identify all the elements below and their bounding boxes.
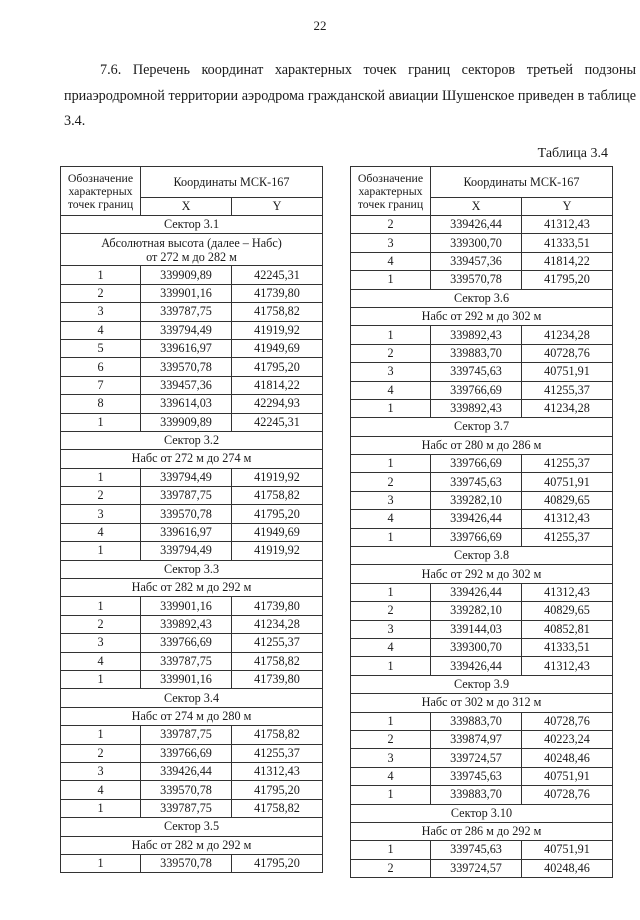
section-row (61, 836, 323, 854)
y-coordinate-cell: 40248,46 (522, 749, 613, 767)
y-coordinate-cell: 41919,92 (232, 542, 323, 560)
point-number-cell: 1 (61, 854, 141, 872)
section-row (61, 579, 323, 597)
point-number-cell: 2 (61, 615, 141, 633)
x-coordinate-cell: 339766,69 (431, 455, 522, 473)
x-coordinate-cell: 339901,16 (141, 670, 232, 688)
point-number-cell: 2 (351, 216, 431, 234)
point-number-cell: 1 (61, 266, 141, 284)
point-number-cell: 1 (351, 583, 431, 601)
table-row (351, 786, 613, 804)
x-coordinate-cell: 339457,36 (141, 376, 232, 394)
table-body-left (61, 216, 323, 873)
altitude-range-cell: Набс от 302 м до 312 м (351, 694, 613, 712)
table-row (351, 326, 613, 344)
y-coordinate-cell: 41255,37 (232, 744, 323, 762)
y-coordinate-cell: 41795,20 (232, 854, 323, 872)
x-coordinate-cell: 339883,70 (431, 786, 522, 804)
y-coordinate-cell: 41795,20 (232, 505, 323, 523)
table-row (61, 505, 323, 523)
table-row (61, 726, 323, 744)
x-coordinate-cell: 339874,97 (431, 730, 522, 748)
altitude-range-cell: Набс от 274 м до 280 м (61, 707, 323, 725)
x-coordinate-cell: 339282,10 (431, 602, 522, 620)
x-coordinate-cell: 339426,44 (431, 216, 522, 234)
y-coordinate-cell: 40829,65 (522, 491, 613, 509)
y-coordinate-cell: 41795,20 (232, 781, 323, 799)
point-number-cell: 2 (351, 344, 431, 362)
point-number-cell: 3 (61, 634, 141, 652)
point-number-cell: 2 (61, 744, 141, 762)
point-number-cell: 4 (61, 523, 141, 541)
header-coordinates: Координаты МСК-167 (431, 167, 613, 198)
header-y: Y (522, 198, 613, 216)
section-row (351, 694, 613, 712)
table-row (351, 712, 613, 730)
table-row (351, 399, 613, 417)
table-row (351, 455, 613, 473)
x-coordinate-cell: 339883,70 (431, 344, 522, 362)
point-number-cell: 2 (351, 859, 431, 877)
altitude-range: от 272 м до 282 м (146, 249, 237, 264)
point-number-cell: 1 (61, 597, 141, 615)
y-coordinate-cell: 41919,92 (232, 468, 323, 486)
point-number-cell: 1 (61, 670, 141, 688)
table-row (61, 762, 323, 780)
sector-title-cell: Сектор 3.3 (61, 560, 323, 578)
table-row (351, 841, 613, 859)
sector-title-cell: Сектор 3.5 (61, 818, 323, 836)
section-row (351, 565, 613, 583)
y-coordinate-cell: 40223,24 (522, 730, 613, 748)
page-number: 22 (313, 18, 327, 33)
header-coordinates: Координаты МСК-167 (141, 167, 323, 198)
section-row (351, 822, 613, 840)
x-coordinate-cell: 339300,70 (431, 638, 522, 656)
y-coordinate-cell: 41739,80 (232, 597, 323, 615)
x-coordinate-cell: 339901,16 (141, 597, 232, 615)
section-row (351, 418, 613, 436)
altitude-range-cell: Набс от 282 м до 292 м (61, 836, 323, 854)
y-coordinate-cell: 41758,82 (232, 487, 323, 505)
point-number-cell: 4 (61, 652, 141, 670)
x-coordinate-cell: 339144,03 (431, 620, 522, 638)
table-row (351, 657, 613, 675)
sector-title-cell: Сектор 3.10 (351, 804, 613, 822)
table-row (61, 303, 323, 321)
x-coordinate-cell: 339892,43 (141, 615, 232, 633)
y-coordinate-cell: 41255,37 (522, 455, 613, 473)
table-row (61, 597, 323, 615)
x-coordinate-cell: 339892,43 (431, 399, 522, 417)
x-coordinate-cell: 339616,97 (141, 339, 232, 357)
point-number-cell: 5 (61, 339, 141, 357)
x-coordinate-cell: 339724,57 (431, 859, 522, 877)
section-row (351, 289, 613, 307)
altitude-label: Абсолютная высота (далее – Набс) (101, 235, 282, 250)
x-coordinate-cell: 339909,89 (141, 413, 232, 431)
table-row (351, 381, 613, 399)
table-row (351, 363, 613, 381)
table-row (61, 487, 323, 505)
x-coordinate-cell: 339794,49 (141, 468, 232, 486)
y-coordinate-cell: 41814,22 (232, 376, 323, 394)
y-coordinate-cell: 41949,69 (232, 523, 323, 541)
y-coordinate-cell: 42245,31 (232, 266, 323, 284)
x-coordinate-cell: 339794,49 (141, 542, 232, 560)
section-row (351, 436, 613, 454)
table-row (351, 271, 613, 289)
x-coordinate-cell: 339570,78 (141, 781, 232, 799)
x-coordinate-cell: 339787,75 (141, 799, 232, 817)
section-row (61, 234, 323, 266)
x-coordinate-cell: 339766,69 (431, 528, 522, 546)
table-row (351, 638, 613, 656)
point-number-cell: 4 (351, 510, 431, 528)
table-row (61, 634, 323, 652)
y-coordinate-cell: 41333,51 (522, 234, 613, 252)
x-coordinate-cell: 339787,75 (141, 487, 232, 505)
x-coordinate-cell: 339570,78 (141, 358, 232, 376)
y-coordinate-cell: 41739,80 (232, 670, 323, 688)
header-y: Y (232, 198, 323, 216)
y-coordinate-cell: 41795,20 (232, 358, 323, 376)
header-x: X (431, 198, 522, 216)
altitude-range-cell: Набс от 292 м до 302 м (351, 565, 613, 583)
y-coordinate-cell: 41795,20 (522, 271, 613, 289)
point-number-cell: 1 (351, 841, 431, 859)
y-coordinate-cell: 41312,43 (522, 216, 613, 234)
altitude-range-cell: Набс от 286 м до 292 м (351, 822, 613, 840)
header-point-label: Обозначение характерных точек границ (351, 167, 431, 216)
point-number-cell: 3 (351, 749, 431, 767)
y-coordinate-cell: 41333,51 (522, 638, 613, 656)
coordinates-table-right (350, 166, 613, 878)
y-coordinate-cell: 40852,81 (522, 620, 613, 638)
section-row (61, 689, 323, 707)
point-number-cell: 4 (351, 638, 431, 656)
point-number-cell: 1 (351, 657, 431, 675)
point-number-cell: 1 (61, 799, 141, 817)
y-coordinate-cell: 42294,93 (232, 395, 323, 413)
sector-title-cell: Сектор 3.9 (351, 675, 613, 693)
y-coordinate-cell: 41234,28 (522, 399, 613, 417)
altitude-range-cell: Набс от 282 м до 292 м (61, 579, 323, 597)
x-coordinate-cell: 339901,16 (141, 284, 232, 302)
section-row (61, 431, 323, 449)
altitude-range-cell (61, 234, 323, 266)
altitude-range-cell: Набс от 272 м до 274 м (61, 450, 323, 468)
y-coordinate-cell: 41234,28 (522, 326, 613, 344)
point-number-cell: 1 (351, 528, 431, 546)
point-number-cell: 3 (61, 762, 141, 780)
table-row (61, 284, 323, 302)
section-row (351, 675, 613, 693)
table-caption: Таблица 3.4 (537, 146, 608, 161)
point-number-cell: 3 (351, 234, 431, 252)
table-row (61, 670, 323, 688)
x-coordinate-cell: 339766,69 (431, 381, 522, 399)
point-number-cell: 2 (351, 602, 431, 620)
x-coordinate-cell: 339745,63 (431, 473, 522, 491)
x-coordinate-cell: 339457,36 (431, 252, 522, 270)
table-row (351, 749, 613, 767)
altitude-range-cell: Набс от 280 м до 286 м (351, 436, 613, 454)
point-number-cell: 1 (351, 326, 431, 344)
point-number-cell: 1 (61, 413, 141, 431)
table-row (351, 473, 613, 491)
point-number-cell: 3 (61, 303, 141, 321)
y-coordinate-cell: 41312,43 (522, 510, 613, 528)
section-row (61, 450, 323, 468)
x-coordinate-cell: 339787,75 (141, 726, 232, 744)
point-number-cell: 1 (351, 786, 431, 804)
table-row (61, 542, 323, 560)
y-coordinate-cell: 40728,76 (522, 344, 613, 362)
table-row (351, 859, 613, 877)
point-number-cell: 8 (61, 395, 141, 413)
point-number-cell: 1 (351, 455, 431, 473)
sector-title-cell: Сектор 3.7 (351, 418, 613, 436)
x-coordinate-cell: 339426,44 (431, 657, 522, 675)
header-point-label: Обозначение характерных точек границ (61, 167, 141, 216)
table-row (61, 781, 323, 799)
x-coordinate-cell: 339614,03 (141, 395, 232, 413)
section-row (61, 560, 323, 578)
section-row (61, 818, 323, 836)
x-coordinate-cell: 339426,44 (431, 583, 522, 601)
y-coordinate-cell: 40728,76 (522, 712, 613, 730)
y-coordinate-cell: 41758,82 (232, 799, 323, 817)
table-row (61, 615, 323, 633)
x-coordinate-cell: 339724,57 (431, 749, 522, 767)
section-row (351, 307, 613, 325)
x-coordinate-cell: 339787,75 (141, 303, 232, 321)
point-number-cell: 2 (351, 473, 431, 491)
point-number-cell: 2 (351, 730, 431, 748)
y-coordinate-cell: 41739,80 (232, 284, 323, 302)
x-coordinate-cell: 339300,70 (431, 234, 522, 252)
x-coordinate-cell: 339745,63 (431, 363, 522, 381)
table-row (61, 652, 323, 670)
table-row (351, 252, 613, 270)
table-row (351, 234, 613, 252)
point-number-cell: 3 (351, 620, 431, 638)
y-coordinate-cell: 41949,69 (232, 339, 323, 357)
section-row (351, 804, 613, 822)
y-coordinate-cell: 41255,37 (522, 381, 613, 399)
table-row (61, 854, 323, 872)
point-number-cell: 2 (61, 487, 141, 505)
x-coordinate-cell: 339570,78 (431, 271, 522, 289)
table-row (351, 528, 613, 546)
point-number-cell: 7 (61, 376, 141, 394)
x-coordinate-cell: 339426,44 (431, 510, 522, 528)
y-coordinate-cell: 41255,37 (522, 528, 613, 546)
y-coordinate-cell: 40829,65 (522, 602, 613, 620)
x-coordinate-cell: 339570,78 (141, 854, 232, 872)
table-row (351, 620, 613, 638)
point-number-cell: 3 (351, 491, 431, 509)
point-number-cell: 1 (61, 542, 141, 560)
x-coordinate-cell: 339616,97 (141, 523, 232, 541)
table-body-right (351, 216, 613, 878)
x-coordinate-cell: 339570,78 (141, 505, 232, 523)
point-number-cell: 1 (351, 399, 431, 417)
x-coordinate-cell: 339909,89 (141, 266, 232, 284)
coordinates-table-left (60, 166, 323, 873)
point-number-cell: 4 (351, 381, 431, 399)
y-coordinate-cell: 41758,82 (232, 726, 323, 744)
point-number-cell: 6 (61, 358, 141, 376)
y-coordinate-cell: 40751,91 (522, 363, 613, 381)
table-row (61, 468, 323, 486)
table-row (351, 510, 613, 528)
sector-title-cell: Сектор 3.1 (61, 216, 323, 234)
point-number-cell: 4 (351, 767, 431, 785)
point-number-cell: 4 (61, 321, 141, 339)
table-row (61, 376, 323, 394)
y-coordinate-cell: 40751,91 (522, 473, 613, 491)
y-coordinate-cell: 41758,82 (232, 652, 323, 670)
table-row (351, 583, 613, 601)
header-x: X (141, 198, 232, 216)
x-coordinate-cell: 339745,63 (431, 767, 522, 785)
table-row (61, 339, 323, 357)
sector-title-cell: Сектор 3.2 (61, 431, 323, 449)
x-coordinate-cell: 339883,70 (431, 712, 522, 730)
table-row (61, 799, 323, 817)
table-row (61, 413, 323, 431)
point-number-cell: 1 (351, 271, 431, 289)
intro-paragraph: 7.6. Перечень координат характерных точек границ секторов третьей подзоны приаэродромной территории аэродрома гражданской авиации Шушенское приведен в таблице 3.4. (64, 62, 636, 129)
y-coordinate-cell: 41255,37 (232, 634, 323, 652)
point-number-cell: 4 (351, 252, 431, 270)
point-number-cell: 4 (61, 781, 141, 799)
x-coordinate-cell: 339745,63 (431, 841, 522, 859)
y-coordinate-cell: 41234,28 (232, 615, 323, 633)
y-coordinate-cell: 41919,92 (232, 321, 323, 339)
x-coordinate-cell: 339892,43 (431, 326, 522, 344)
table-row (61, 358, 323, 376)
point-number-cell: 1 (351, 712, 431, 730)
x-coordinate-cell: 339787,75 (141, 652, 232, 670)
table-row (351, 216, 613, 234)
x-coordinate-cell: 339282,10 (431, 491, 522, 509)
table-row (351, 491, 613, 509)
table-row (351, 344, 613, 362)
section-row (61, 216, 323, 234)
y-coordinate-cell: 41312,43 (232, 762, 323, 780)
section-row (61, 707, 323, 725)
y-coordinate-cell: 40248,46 (522, 859, 613, 877)
point-number-cell: 3 (351, 363, 431, 381)
table-row (351, 767, 613, 785)
y-coordinate-cell: 41814,22 (522, 252, 613, 270)
y-coordinate-cell: 41758,82 (232, 303, 323, 321)
y-coordinate-cell: 40751,91 (522, 841, 613, 859)
sector-title-cell: Сектор 3.6 (351, 289, 613, 307)
table-row (351, 602, 613, 620)
table-row (61, 523, 323, 541)
table-row (61, 744, 323, 762)
point-number-cell: 1 (61, 726, 141, 744)
point-number-cell: 2 (61, 284, 141, 302)
altitude-range-cell: Набс от 292 м до 302 м (351, 307, 613, 325)
point-number-cell: 3 (61, 505, 141, 523)
table-row (351, 730, 613, 748)
sector-title-cell: Сектор 3.4 (61, 689, 323, 707)
x-coordinate-cell: 339766,69 (141, 744, 232, 762)
y-coordinate-cell: 40728,76 (522, 786, 613, 804)
x-coordinate-cell: 339426,44 (141, 762, 232, 780)
table-row (61, 395, 323, 413)
table-row (61, 321, 323, 339)
y-coordinate-cell: 42245,31 (232, 413, 323, 431)
sector-title-cell: Сектор 3.8 (351, 547, 613, 565)
y-coordinate-cell: 41312,43 (522, 583, 613, 601)
y-coordinate-cell: 40751,91 (522, 767, 613, 785)
section-row (351, 547, 613, 565)
point-number-cell: 1 (61, 468, 141, 486)
y-coordinate-cell: 41312,43 (522, 657, 613, 675)
table-row (61, 266, 323, 284)
x-coordinate-cell: 339766,69 (141, 634, 232, 652)
x-coordinate-cell: 339794,49 (141, 321, 232, 339)
